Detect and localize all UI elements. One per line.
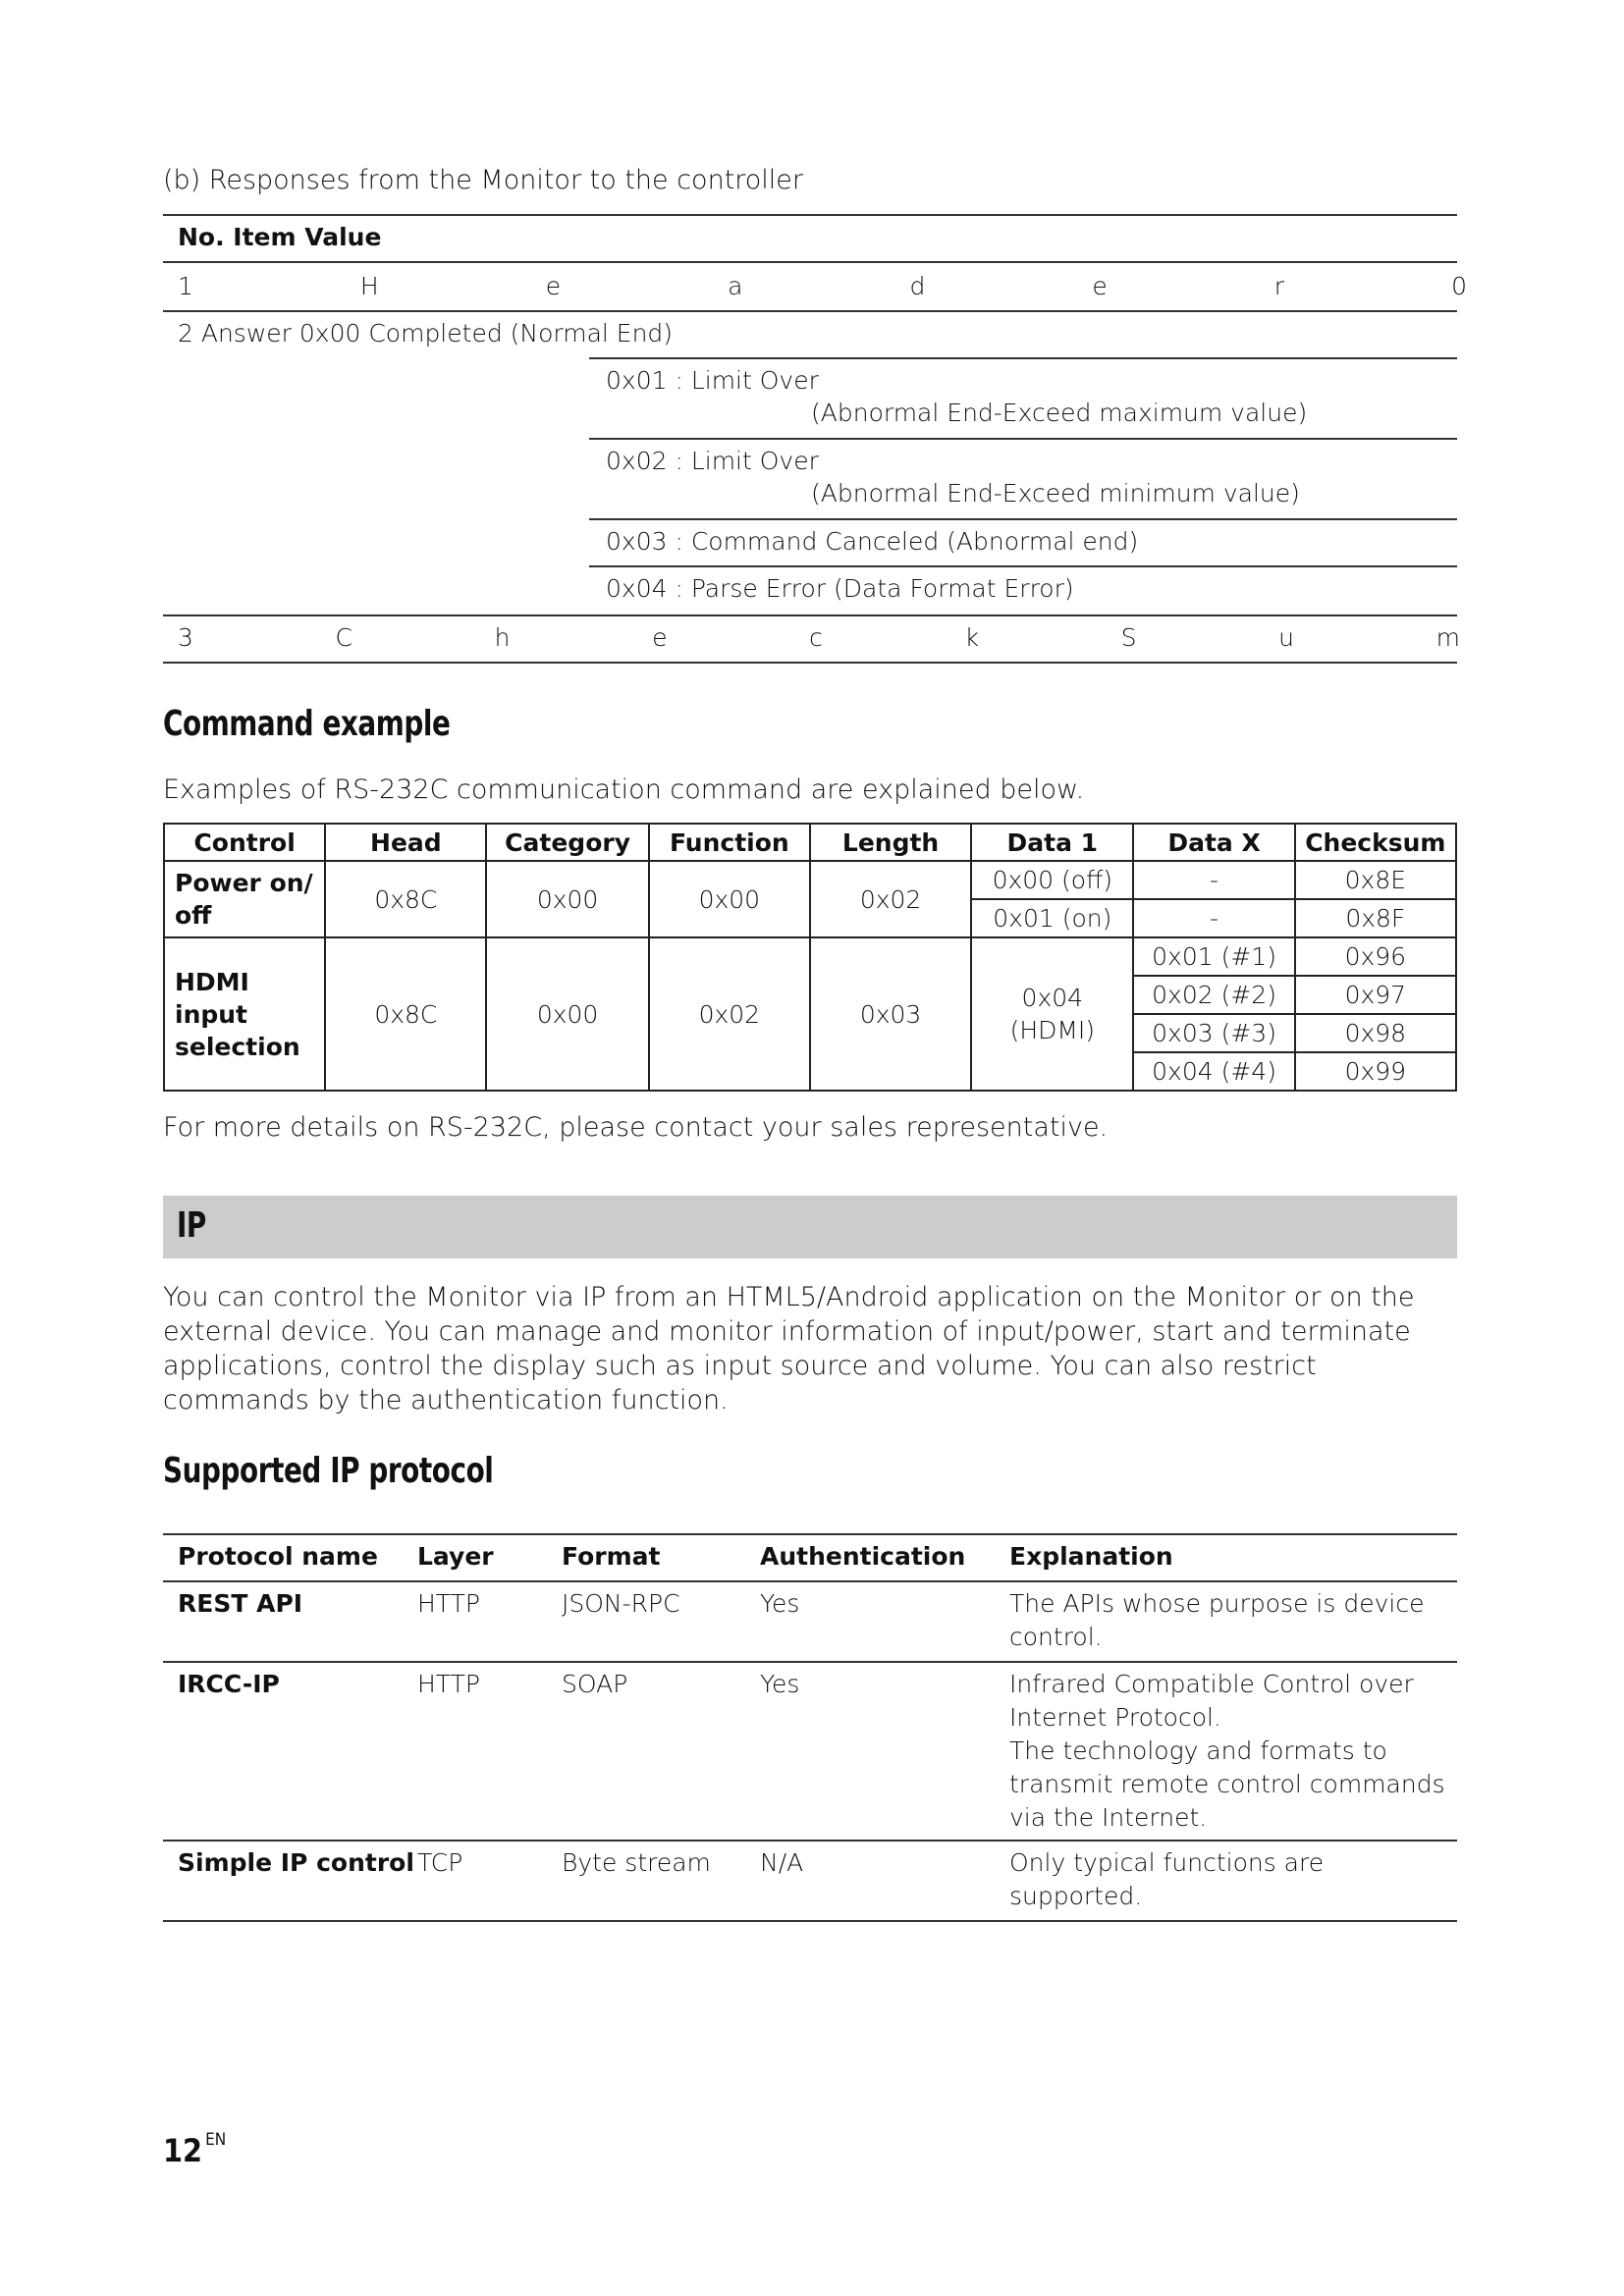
control-cell [164, 861, 325, 937]
responses-row-checksum [178, 623, 1460, 652]
category-cell: 0x00 [486, 937, 648, 1091]
datax-cell: - [1133, 899, 1294, 937]
length-cell: 0x03 [810, 937, 971, 1091]
table-header-row [164, 824, 1456, 861]
column-header: Checksum [1295, 824, 1456, 861]
datax-cell: 0x04 (#4) [1133, 1052, 1294, 1091]
column-header: Protocol name [178, 1542, 378, 1571]
datax-cell: 0x02 (#2) [1133, 976, 1294, 1014]
row-cell: e [545, 272, 562, 300]
answer-value-note: (Abnormal End-Exceed minimum value) [811, 479, 1300, 507]
row-cell: r [1273, 272, 1285, 300]
length-cell: 0x02 [810, 861, 971, 937]
protocol-name: IRCC-IP [178, 1670, 280, 1698]
control-label-line2: selection [175, 1032, 300, 1061]
explanation-line: via the Internet. [1009, 1803, 1208, 1832]
responses-subtitle: (b) Responses from the Monitor to the controller [163, 165, 804, 195]
answer-value-code: 0x03 : Command Canceled (Abnormal end) [606, 527, 1139, 556]
responses-row-header [178, 272, 1467, 300]
explanation-line: The technology and formats to [1009, 1736, 1387, 1765]
data1-line1: 0x04 [1021, 984, 1084, 1012]
checksum-cell: 0x8F [1295, 899, 1456, 937]
divider [163, 261, 1457, 263]
checksum-cell: 0x97 [1295, 976, 1456, 1014]
explanation-line: supported. [1009, 1882, 1143, 1910]
answer-value-note: (Abnormal End-Exceed maximum value) [811, 399, 1308, 427]
explanation-line: control. [1009, 1623, 1103, 1651]
column-header: Layer [417, 1542, 494, 1571]
control-label-line2: off [175, 901, 212, 930]
protocol-format: Byte stream [562, 1848, 711, 1877]
category-cell: 0x00 [486, 861, 648, 937]
table-row [164, 937, 1456, 976]
explanation-line: The APIs whose purpose is device [1009, 1589, 1425, 1618]
row-cell: h [494, 623, 511, 652]
checksum-cell: 0x98 [1295, 1014, 1456, 1052]
control-cell [164, 937, 325, 1091]
protocol-name: Simple IP control [178, 1848, 414, 1877]
protocol-layer: HTTP [417, 1589, 480, 1618]
column-header: Function [649, 824, 810, 861]
protocol-layer: HTTP [417, 1670, 480, 1698]
row-cell: m [1435, 623, 1460, 652]
row-cell: e [1092, 272, 1108, 300]
data1-cell: 0x00 (off) [971, 861, 1133, 899]
row-cell: H [359, 272, 379, 300]
divider [163, 214, 1457, 216]
row-cell: C [335, 623, 352, 652]
control-label-line1: HDMI input [175, 967, 249, 1029]
divider [163, 662, 1457, 664]
answer-value-code: 0x04 : Parse Error (Data Format Error) [606, 574, 1074, 603]
divider [163, 1920, 1457, 1922]
row-cell: 0 [1451, 272, 1467, 300]
row-cell: 1 [178, 272, 193, 300]
command-example-intro: Examples of RS-232C communication command are explained below. [163, 774, 1085, 805]
column-header: Data 1 [971, 824, 1133, 861]
protocol-auth: Yes [760, 1670, 800, 1698]
protocol-auth: N/A [760, 1848, 804, 1877]
control-label-line1: Power on/ [175, 869, 313, 897]
protocol-layer: TCP [417, 1848, 463, 1877]
page-number [163, 2132, 226, 2169]
page-number-value: 12 [163, 2132, 203, 2169]
protocol-format: JSON-RPC [562, 1589, 680, 1618]
function-cell: 0x00 [649, 861, 810, 937]
page-language: EN [205, 2130, 227, 2150]
responses-table-header: No. Item Value [178, 223, 382, 251]
protocol-explanation [1009, 1846, 1324, 1913]
explanation-line: Only typical functions are [1009, 1848, 1325, 1877]
checksum-cell: 0x96 [1295, 937, 1456, 976]
protocol-explanation [1009, 1668, 1445, 1835]
row-cell: S [1120, 623, 1137, 652]
divider [163, 614, 1457, 616]
explanation-line: transmit remote control commands [1009, 1770, 1445, 1798]
head-cell: 0x8C [325, 937, 486, 1091]
protocol-explanation [1009, 1587, 1424, 1654]
row-cell: c [809, 623, 823, 652]
command-example-footer: For more details on RS-232C, please contact your sales representative. [163, 1112, 1109, 1143]
ip-section-title: IP [177, 1205, 206, 1246]
datax-cell: - [1133, 861, 1294, 899]
command-example-title: Command example [163, 704, 451, 744]
divider [589, 518, 1457, 520]
datax-cell: 0x01 (#1) [1133, 937, 1294, 976]
row-cell: d [909, 272, 926, 300]
divider [163, 1661, 1457, 1663]
divider [163, 1580, 1457, 1582]
row-cell: a [728, 272, 743, 300]
explanation-line: Internet Protocol. [1009, 1703, 1221, 1732]
column-header: Control [164, 824, 325, 861]
ip-section-band [163, 1196, 1457, 1258]
data1-cell: 0x01 (on) [971, 899, 1133, 937]
column-header: Head [325, 824, 486, 861]
row-cell: e [652, 623, 668, 652]
checksum-cell: 0x8E [1295, 861, 1456, 899]
explanation-line: Infrared Compatible Control over [1009, 1670, 1414, 1698]
row-cell: u [1278, 623, 1294, 652]
divider [589, 565, 1457, 567]
data1-cell [971, 937, 1133, 1091]
command-example-table [163, 823, 1457, 1092]
row-cell: k [964, 623, 979, 652]
protocol-name: REST API [178, 1589, 303, 1618]
function-cell: 0x02 [649, 937, 810, 1091]
ip-description: You can control the Monitor via IP from an HTML5/Android application on the Monitor or on the external device. You can manage and monitor information of input/power, start and terminate applications, control the display such as input source and volume. You can also restrict commands by the authentication function. [163, 1282, 1415, 1415]
column-header: Explanation [1009, 1542, 1173, 1571]
divider [163, 1840, 1457, 1842]
protocol-auth: Yes [760, 1589, 800, 1618]
data1-line2: (HDMI) [1009, 1016, 1096, 1044]
answer-value-code: 0x01 : Limit Over [606, 366, 819, 395]
column-header: Format [562, 1542, 661, 1571]
datax-cell: 0x03 (#3) [1133, 1014, 1294, 1052]
column-header: Category [486, 824, 648, 861]
checksum-cell: 0x99 [1295, 1052, 1456, 1091]
column-header: Authentication [760, 1542, 966, 1571]
head-cell: 0x8C [325, 861, 486, 937]
table-row [164, 861, 1456, 899]
protocol-title: Supported IP protocol [163, 1451, 494, 1491]
answer-value-code: 0x02 : Limit Over [606, 447, 819, 475]
divider [589, 357, 1457, 359]
divider [163, 310, 1457, 312]
responses-row-answer: 2 Answer 0x00 Completed (Normal End) [178, 319, 674, 347]
divider [589, 438, 1457, 440]
divider [163, 1533, 1457, 1535]
protocol-format: SOAP [562, 1670, 628, 1698]
column-header: Length [810, 824, 971, 861]
row-cell: 3 [178, 623, 193, 652]
column-header: Data X [1133, 824, 1294, 861]
